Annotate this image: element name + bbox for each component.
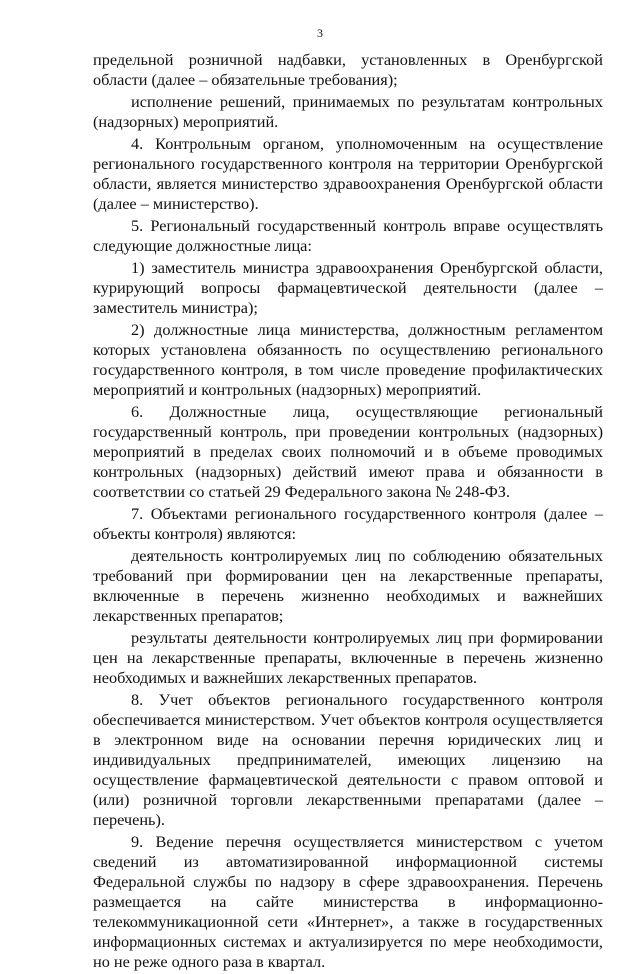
paragraph-6: 6. Должностные лица, осуществляющие региональный государственный контроль, при проведении контрольных (надзорных) мероприятий в пределах своих полномочий и в объеме проводимых контрольных (надзорных) действий имеют права и обязанности в соответствии со статьей 29 Федерального закона № 248-ФЗ.: [93, 402, 603, 501]
paragraph-7-object-1: деятельность контролируемых лиц по соблюдению обязательных требований при формировании цен на лекарственные препараты, включенные в перечень жизненно необходимых и важнейших лекарственных препаратов;: [93, 546, 603, 625]
paragraph-8: 8. Учет объектов регионального государственного контроля обеспечивается министерством. Учет объектов контроля осуществляется в электронном виде на основании перечня юридических лиц и индивидуальных предпринимателей, имеющих лицензию на осуществление фармацевтической деятельности с правом оптовой и (или) розничной торговли лекарственными препаратами (далее – перечень).: [93, 690, 603, 829]
paragraph-5-item-2: 2) должностные лица министерства, должностным регламентом которых установлена обязанность по осуществлению регионального государственного контроля, в том числе проведение профилактических мероприятий и контрольных (надзорных) мероприятий.: [93, 320, 603, 399]
paragraph-4: 4. Контрольным органом, уполномоченным на осуществление регионального государственного контроля на территории Оренбургской области, является министерство здравоохранения Оренбургской области (далее – министерство).: [93, 134, 603, 213]
paragraph-5-item-1: 1) заместитель министра здравоохранения Оренбургской области, курирующий вопросы фармацевтической деятельности (далее – заместитель министра);: [93, 258, 603, 317]
paragraph-9: 9. Ведение перечня осуществляется министерством с учетом сведений из автоматизированной информационной системы Федеральной службы по надзору в сфере здравоохранения. Перечень размещается на сайте министерства в информационно-телекоммуникационной сети «Интернет», а также в государственных информационных системах и актуализируется по мере необходимости, но не реже одного раза в квартал.: [93, 832, 603, 971]
paragraph-execution-of-decisions: исполнение решений, принимаемых по результатам контрольных (надзорных) мероприятий.: [93, 92, 603, 131]
paragraph-5: 5. Региональный государственный контроль вправе осуществлять следующие должностные лица:: [93, 216, 603, 255]
document-body: [93, 50, 603, 974]
page-number: 3: [317, 26, 323, 40]
paragraph-continuation: предельной розничной надбавки, установленных в Оренбургской области (далее – обязательные требования);: [93, 50, 603, 89]
paragraph-7: 7. Объектами регионального государственного контроля (далее – объекты контроля) являются:: [93, 504, 603, 543]
paragraph-7-object-2: результаты деятельности контролируемых лиц при формировании цен на лекарственные препараты, включенные в перечень жизненно необходимых и важнейших лекарственных препаратов.: [93, 628, 603, 687]
